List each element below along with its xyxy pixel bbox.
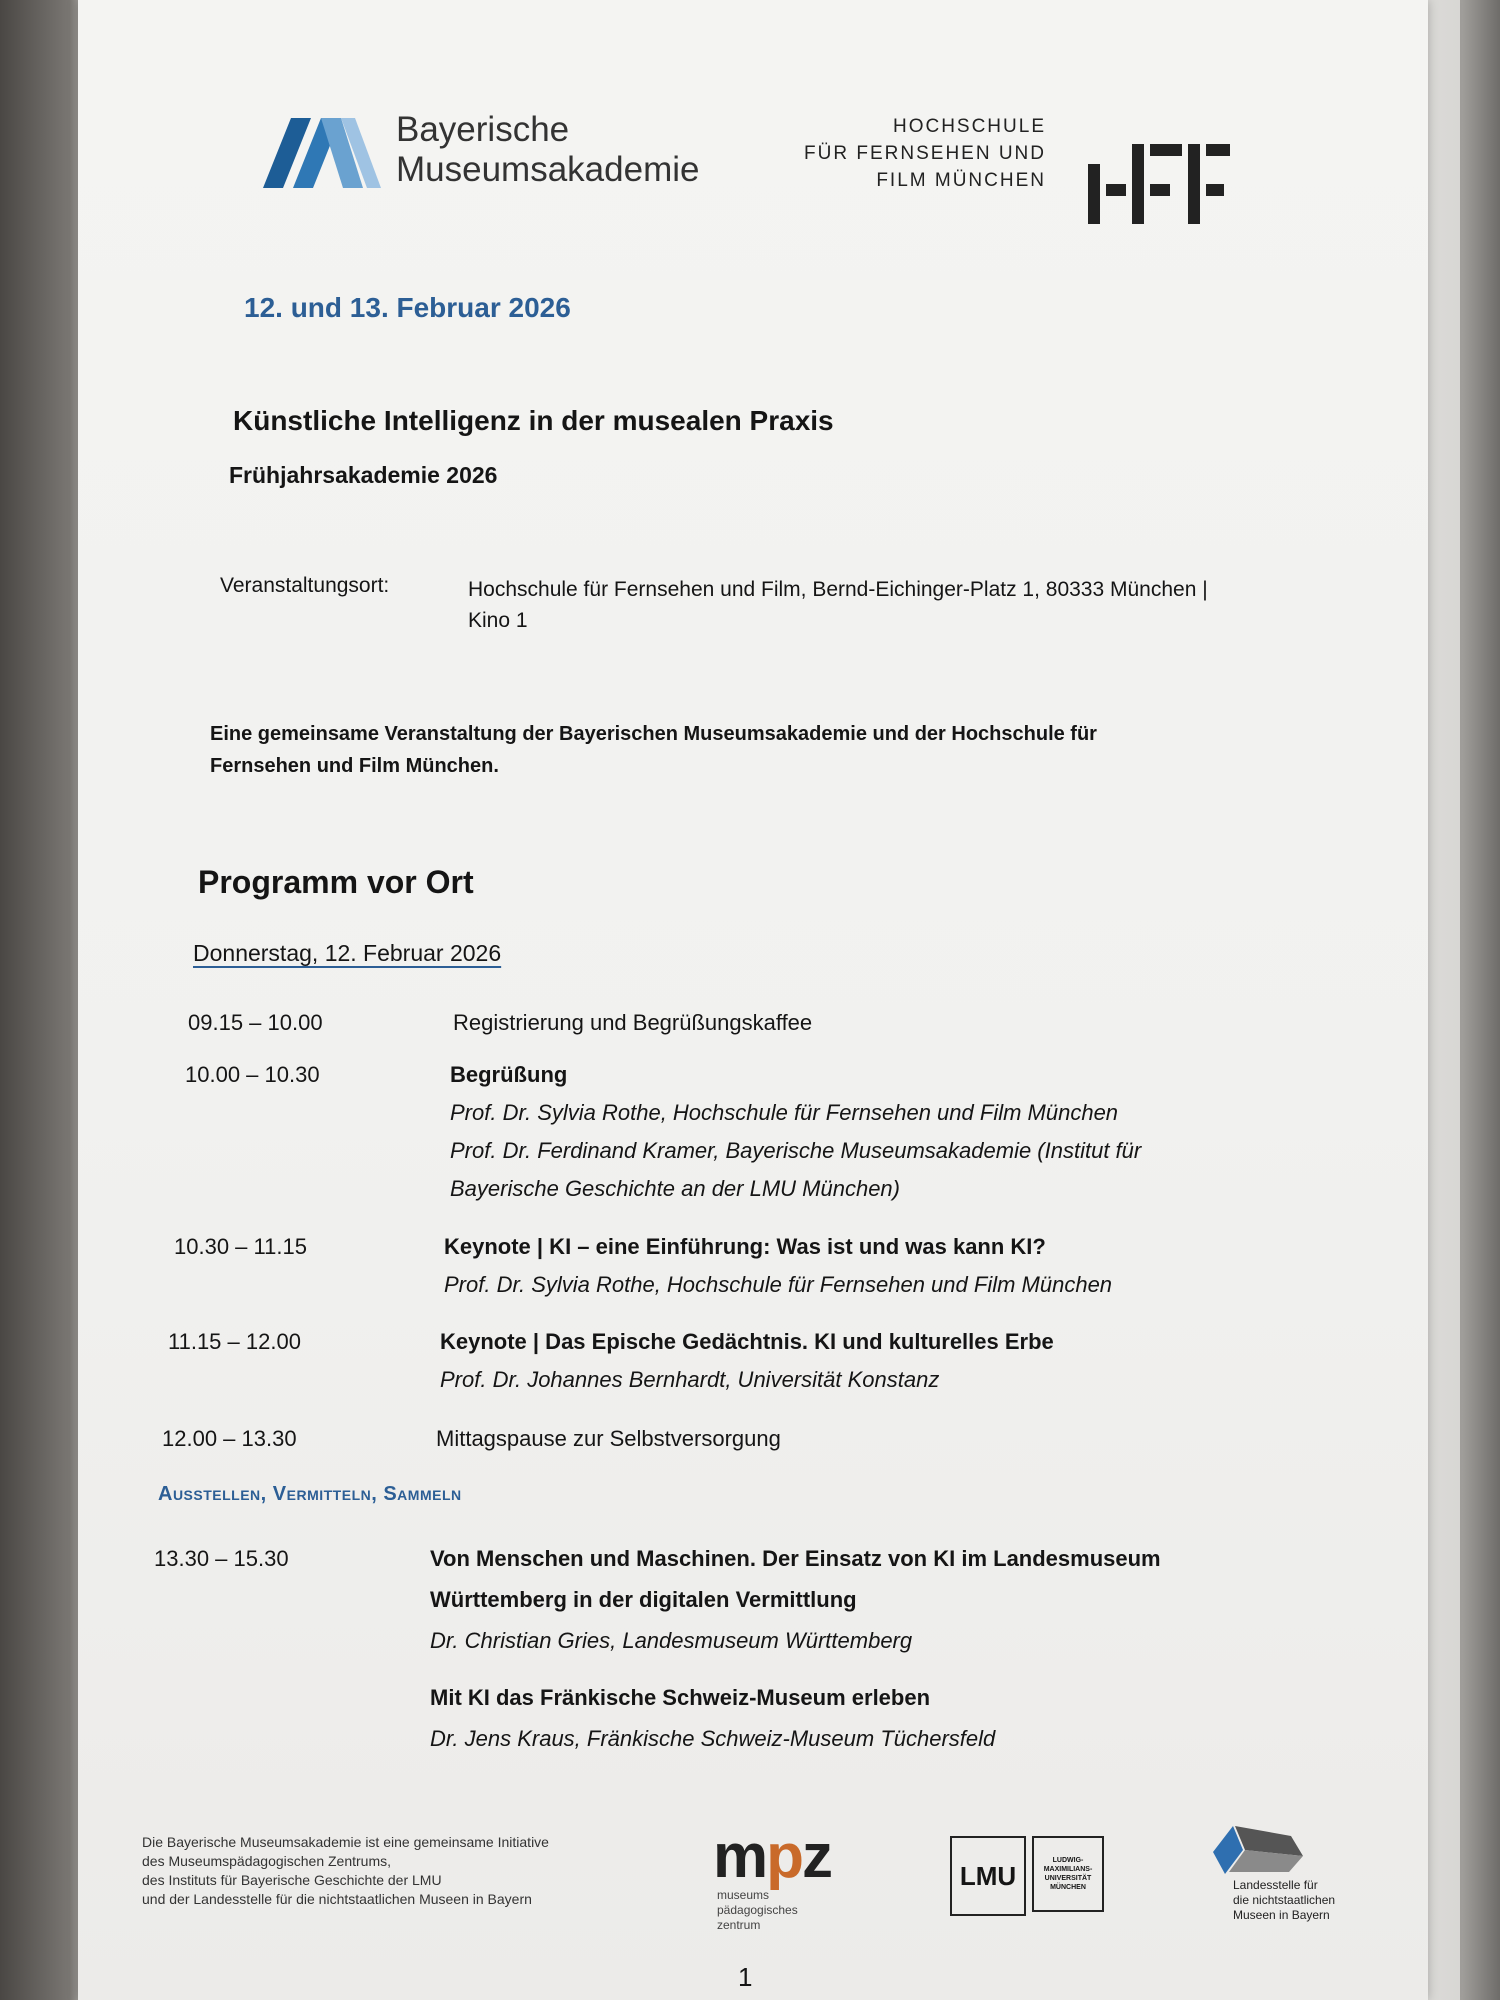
talk-title: Mit KI das Fränkische Schweiz-Museum erleben (430, 1685, 931, 1710)
program-time: 12.00 – 13.30 (162, 1426, 297, 1451)
bma-logo-icon (263, 118, 383, 188)
lmu-logo-subtext: LUDWIG- MAXIMILIANS- UNIVERSITÄT MÜNCHEN (1032, 1836, 1104, 1912)
lmu-logo (950, 1836, 1104, 1916)
talk-speaker: Dr. Christian Gries, Landesmuseum Württemberg (430, 1628, 913, 1653)
program-time: 09.15 – 10.00 (188, 1010, 323, 1035)
program-title: Programm vor Ort (198, 864, 474, 900)
program-speaker: Bayerische Geschichte an der LMU München) (450, 1176, 900, 1201)
program-title-text: Registrierung und Begrüßungskaffee (453, 1010, 813, 1035)
mpz-logo-text: mpz (713, 1822, 832, 1891)
program-time: 13.30 – 15.30 (154, 1546, 289, 1571)
program-time: 10.30 – 11.15 (174, 1234, 307, 1259)
event-date: 12. und 13. Februar 2026 (244, 292, 571, 323)
program-speaker: Prof. Dr. Ferdinand Kramer, Bayerische Museumsakademie (Institut für (450, 1138, 1142, 1163)
program-title-text: Keynote | Das Epische Gedächtnis. KI und kulturelles Erbe (440, 1329, 1054, 1354)
document-page (78, 0, 1428, 2000)
venue-label: Veranstaltungsort: (220, 574, 390, 597)
program-day: Donnerstag, 12. Februar 2026 (193, 940, 502, 966)
event-title: Künstliche Intelligenz in der musealen Praxis (233, 405, 834, 436)
landesstelle-logo (1203, 1822, 1373, 1923)
bma-logo-text: Bayerische Museumsakademie (396, 110, 700, 189)
hff-logo-text: HOCHSCHULE FÜR FERNSEHEN UND FILM MÜNCHEN (804, 116, 1046, 191)
page-number: 1 (738, 1962, 753, 1992)
joint-event-note: Eine gemeinsame Veranstaltung der Bayerischen Museumsakademie und der Hochschule für Fernsehen und Film München. (210, 723, 1097, 777)
program-time: 10.00 – 10.30 (185, 1062, 320, 1087)
landesstelle-logo-icon (1203, 1822, 1313, 1878)
program-title-text: Mittagspause zur Selbstversorgung (436, 1426, 781, 1451)
mpz-subtitle: museums pädagogisches zentrum (717, 1888, 798, 1932)
program-speaker: Prof. Dr. Sylvia Rothe, Hochschule für Fernsehen und Film München (444, 1272, 1113, 1297)
footer-note: Die Bayerische Museumsakademie ist eine gemeinsame Initiative des Museumspädagogischen Zentrums, des Instituts für Bayerische Geschichte der LMU und der Landesstelle für die nichtstaatlichen Museen in Bayern (142, 1834, 549, 1907)
talk-speaker: Dr. Jens Kraus, Fränkische Schweiz-Museum Tüchersfeld (430, 1726, 996, 1751)
program-speaker: Prof. Dr. Johannes Bernhardt, Universität Konstanz (440, 1367, 940, 1392)
section-heading: Ausstellen, Vermitteln, Sammeln (158, 1483, 462, 1505)
lmu-logo-text: LMU (950, 1836, 1026, 1916)
landesstelle-text: Landesstelle für die nichtstaatlichen Museen in Bayern (1233, 1878, 1336, 1922)
program-time: 11.15 – 12.00 (168, 1329, 301, 1354)
hff-logo-icon (1088, 144, 1268, 224)
mpz-logo (713, 1822, 832, 1933)
talk-title: Von Menschen und Maschinen. Der Einsatz von KI im Landesmuseum (430, 1546, 1161, 1571)
program-speaker: Prof. Dr. Sylvia Rothe, Hochschule für Fernsehen und Film München (450, 1100, 1119, 1125)
program-title-text: Keynote | KI – eine Einführung: Was ist und was kann KI? (444, 1234, 1046, 1259)
program-title-text: Begrüßung (450, 1062, 568, 1087)
talk-title: Württemberg in der digitalen Vermittlung (430, 1587, 857, 1612)
event-subtitle: Frühjahrsakademie 2026 (229, 462, 498, 488)
venue-value: Hochschule für Fernsehen und Film, Bernd-Eichinger-Platz 1, 80333 München | Kino 1 (468, 578, 1208, 632)
